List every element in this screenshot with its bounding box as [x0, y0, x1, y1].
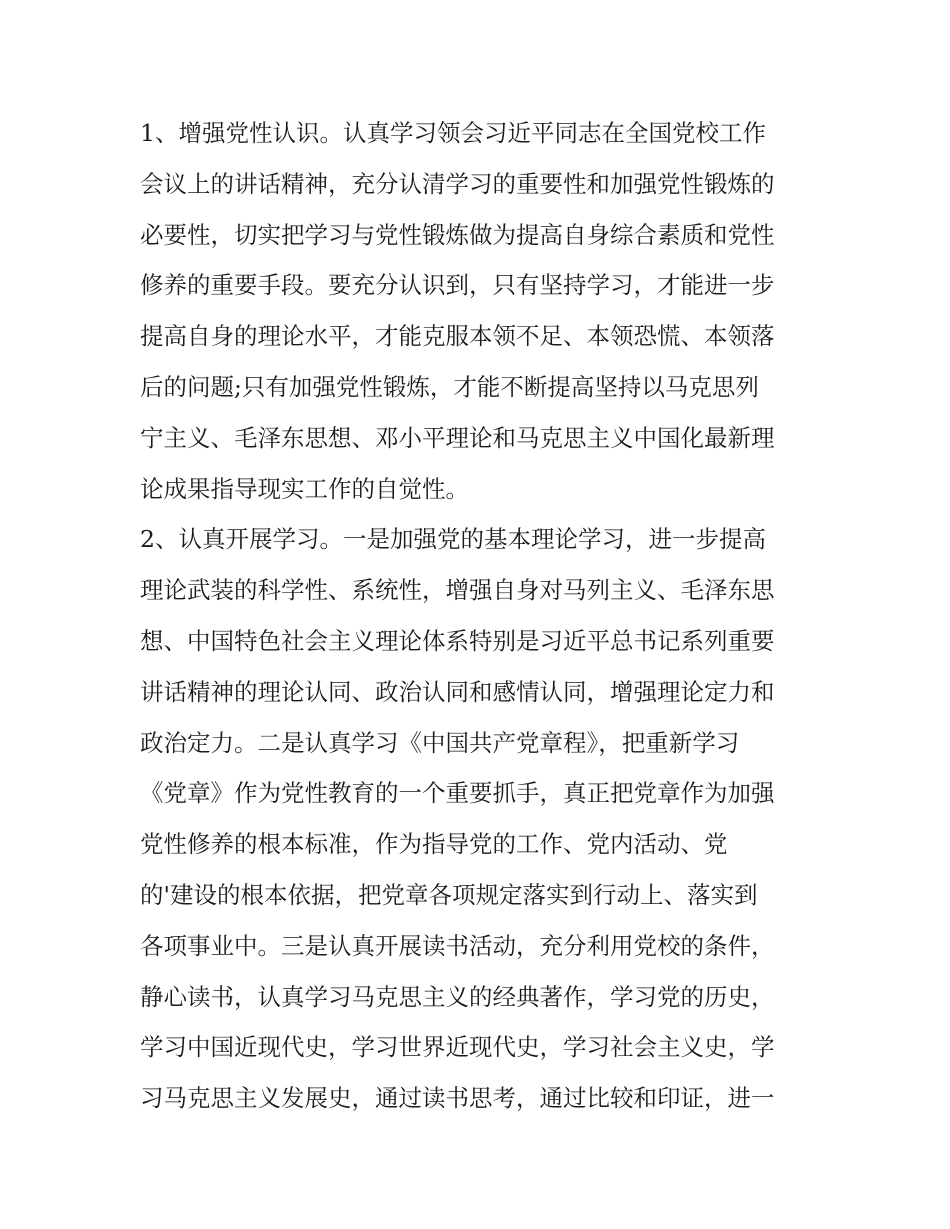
text-line: 1、增强党性认识。认真学习领会习近平同志在全国党校工作: [140, 119, 766, 147]
text-line: 修养的重要手段。要充分认识到，只有坚持学习，才能进一步: [140, 271, 775, 300]
text-line: 政治定力。二是认真学习《中国共产党章程》，把重新学习: [140, 728, 740, 757]
text-line: 讲话精神的理论认同、政治认同和感情认同，增强理论定力和: [140, 677, 775, 706]
text-line: 习马克思主义发展史，通过读书思考，通过比较和印证，进一: [140, 1084, 775, 1113]
text-line: 必要性，切实把学习与党性锻炼做为提高自身综合素质和党性: [140, 220, 775, 249]
text-line: 理论武装的科学性、系统性，增强自身对马列主义、毛泽东思: [140, 576, 775, 605]
text-line: 宁主义、毛泽东思想、邓小平理论和马克思主义中国化最新理: [140, 423, 775, 452]
text-line: 2、认真开展学习。一是加强党的基本理论学习，进一步提高: [140, 525, 766, 554]
text-line: 会议上的讲话精神，充分认清学习的重要性和加强党性锻炼的: [140, 169, 775, 198]
text-line: 《党章》作为党性教育的一个重要抓手，真正把党章作为加强: [140, 779, 775, 808]
text-line: 学习中国近现代史，学习世界近现代史，学习社会主义史，学: [140, 1033, 775, 1062]
text-line: 想、中国特色社会主义理论体系特别是习近平总书记系列重要: [140, 626, 775, 655]
body-text: [140, 108, 820, 1124]
text-line: 提高自身的理论水平，才能克服本领不足、本领恐慌、本领落: [140, 322, 775, 351]
text-line: 的'建设的根本依据，把党章各项规定落实到行动上、落实到: [140, 880, 758, 909]
text-line: 静心读书，认真学习马克思主义的经典著作，学习党的历史，: [140, 982, 775, 1011]
text-line: 后的问题;只有加强党性锻炼，才能不断提高坚持以马克思列: [140, 372, 759, 401]
text-line: 党性修养的根本标准，作为指导党的工作、党内活动、党: [140, 830, 728, 859]
text-line: 论成果指导现实工作的自觉性。: [140, 474, 469, 503]
text-line: 各项事业中。三是认真开展读书活动，充分利用党校的条件，: [140, 931, 775, 960]
